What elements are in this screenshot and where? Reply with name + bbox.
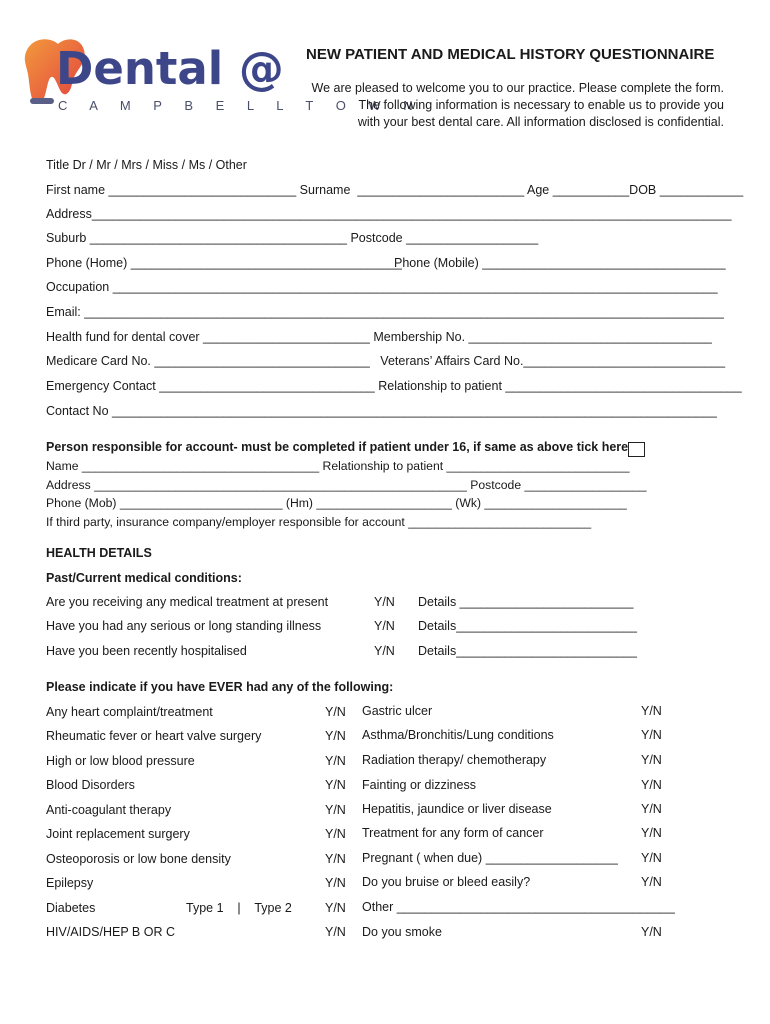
condition-label: Anti-coagulant therapy bbox=[46, 803, 172, 817]
condition-label: HIV/AIDS/HEP B OR C bbox=[46, 925, 175, 939]
other-condition-field[interactable]: Other ________________________________________ bbox=[362, 900, 675, 914]
yn-field[interactable]: Y/N bbox=[641, 778, 662, 792]
pregnant-due-field[interactable]: Pregnant ( when due) ___________________ bbox=[362, 851, 618, 865]
account-phone-fields[interactable]: Phone (Mob) ________________________ (Hm) ____________________ (Wk) _____________________ bbox=[46, 496, 627, 510]
suburb-postcode-fields[interactable]: Suburb _____________________________________ Postcode ___________________ bbox=[46, 231, 539, 245]
condition-label: Asthma/Bronchitis/Lung conditions bbox=[362, 728, 554, 742]
third-party-field[interactable]: If third party, insurance company/employer responsible for account ___________________________ bbox=[46, 515, 592, 529]
logo-wordmark: Dental @ bbox=[56, 42, 284, 95]
condition-label: Gastric ulcer bbox=[362, 704, 433, 718]
yn-field[interactable]: Y/N bbox=[374, 619, 395, 633]
condition-label: Diabetes bbox=[46, 901, 96, 915]
details-field[interactable]: Details__________________________ bbox=[418, 644, 637, 658]
medicare-field[interactable]: Medicare Card No. _______________________________ Veterans’ Affairs Card No._____________________________ bbox=[46, 354, 726, 368]
name-age-dob-fields[interactable]: First name ___________________________ Surname ________________________ Age ___________DOB ____________ bbox=[46, 183, 744, 197]
yn-field[interactable]: Y/N bbox=[325, 754, 346, 768]
condition-label: Radiation therapy/ chemotherapy bbox=[362, 753, 547, 767]
yn-field[interactable]: Y/N bbox=[641, 802, 662, 816]
logo-location: C A M P B E L L T O W N bbox=[58, 98, 423, 113]
emergency-contact-field[interactable]: Emergency Contact _______________________________ Relationship to patient __________________________________ bbox=[46, 379, 742, 393]
question-label: Have you been recently hospitalised bbox=[46, 644, 247, 658]
account-address-field[interactable]: Address _______________________________________________________ Postcode __________________ bbox=[46, 478, 647, 492]
account-name-field[interactable]: Name ___________________________________ Relationship to patient ___________________________ bbox=[46, 459, 630, 473]
form-title: NEW PATIENT AND MEDICAL HISTORY QUESTIONNAIRE bbox=[306, 46, 715, 63]
condition-label: Blood Disorders bbox=[46, 778, 135, 792]
phone-home-field[interactable]: Phone (Home) _______________________________________ bbox=[46, 256, 402, 270]
condition-label: Do you smoke bbox=[362, 925, 442, 939]
condition-label: Fainting or dizziness bbox=[362, 778, 476, 792]
yn-field[interactable]: Y/N bbox=[641, 704, 662, 718]
phone-mobile-field[interactable]: Phone (Mobile) ___________________________________ bbox=[394, 256, 726, 270]
health-fund-field[interactable]: Health fund for dental cover ________________________ Membership No. ___________________________________ bbox=[46, 330, 712, 344]
condition-label: Any heart complaint/treatment bbox=[46, 705, 213, 719]
intro-line-2: The following information is necessary to enable us to provide you bbox=[358, 98, 724, 112]
yn-field[interactable]: Y/N bbox=[374, 644, 395, 658]
title-field[interactable]: Title Dr / Mr / Mrs / Miss / Ms / Other bbox=[46, 158, 247, 172]
address-field[interactable]: Address____________________________________________________________________________________________ bbox=[46, 207, 732, 221]
practice-logo bbox=[18, 34, 423, 124]
yn-field[interactable]: Y/N bbox=[325, 925, 346, 939]
yn-field[interactable]: Y/N bbox=[325, 729, 346, 743]
condition-label: Osteoporosis or low bone density bbox=[46, 852, 231, 866]
details-field[interactable]: Details__________________________ bbox=[418, 619, 637, 633]
yn-field[interactable]: Y/N bbox=[641, 925, 662, 939]
contact-no-field[interactable]: Contact No _______________________________________________________________________________________ bbox=[46, 404, 717, 418]
intro-line-3: with your best dental care. All information disclosed is confidential. bbox=[357, 115, 724, 129]
yn-field[interactable]: Y/N bbox=[641, 728, 662, 742]
same-as-above-checkbox[interactable] bbox=[628, 442, 645, 457]
email-field[interactable]: Email: ____________________________________________________________________________________________ bbox=[46, 305, 724, 319]
yn-field[interactable]: Y/N bbox=[641, 851, 662, 865]
condition-label: Hepatitis, jaundice or liver disease bbox=[362, 802, 552, 816]
medical-conditions-subheading: Past/Current medical conditions: bbox=[46, 571, 242, 585]
condition-label: High or low blood pressure bbox=[46, 754, 195, 768]
yn-field[interactable]: Y/N bbox=[641, 875, 662, 889]
yn-field[interactable]: Y/N bbox=[325, 827, 346, 841]
yn-field[interactable]: Y/N bbox=[325, 852, 346, 866]
intro-paragraph bbox=[278, 80, 724, 131]
logo-underline bbox=[30, 98, 54, 104]
diabetes-type-options[interactable]: Type 1 | Type 2 bbox=[186, 901, 292, 915]
yn-field[interactable]: Y/N bbox=[325, 778, 346, 792]
yn-field[interactable]: Y/N bbox=[325, 876, 346, 890]
condition-label: Treatment for any form of cancer bbox=[362, 826, 544, 840]
question-label: Have you had any serious or long standing illness bbox=[46, 619, 322, 633]
account-heading: Person responsible for account- must be completed if patient under 16, if same as above tick here bbox=[46, 440, 629, 454]
yn-field[interactable]: Y/N bbox=[641, 753, 662, 767]
condition-label: Rheumatic fever or heart valve surgery bbox=[46, 729, 262, 743]
yn-field[interactable]: Y/N bbox=[325, 901, 346, 915]
yn-field[interactable]: Y/N bbox=[325, 705, 346, 719]
condition-label: Joint replacement surgery bbox=[46, 827, 190, 841]
health-details-heading: HEALTH DETAILS bbox=[46, 546, 152, 560]
condition-label: Epilepsy bbox=[46, 876, 94, 890]
occupation-field[interactable]: Occupation _______________________________________________________________________________________ bbox=[46, 280, 718, 294]
yn-field[interactable]: Y/N bbox=[374, 595, 395, 609]
question-label: Are you receiving any medical treatment at present bbox=[46, 595, 329, 609]
details-field[interactable]: Details _________________________ bbox=[418, 595, 634, 609]
yn-field[interactable]: Y/N bbox=[641, 826, 662, 840]
intro-line-1: We are pleased to welcome you to our practice. Please complete the form. bbox=[311, 81, 724, 95]
ever-had-heading: Please indicate if you have EVER had any of the following: bbox=[46, 680, 394, 694]
condition-label: Do you bruise or bleed easily? bbox=[362, 875, 531, 889]
yn-field[interactable]: Y/N bbox=[325, 803, 346, 817]
